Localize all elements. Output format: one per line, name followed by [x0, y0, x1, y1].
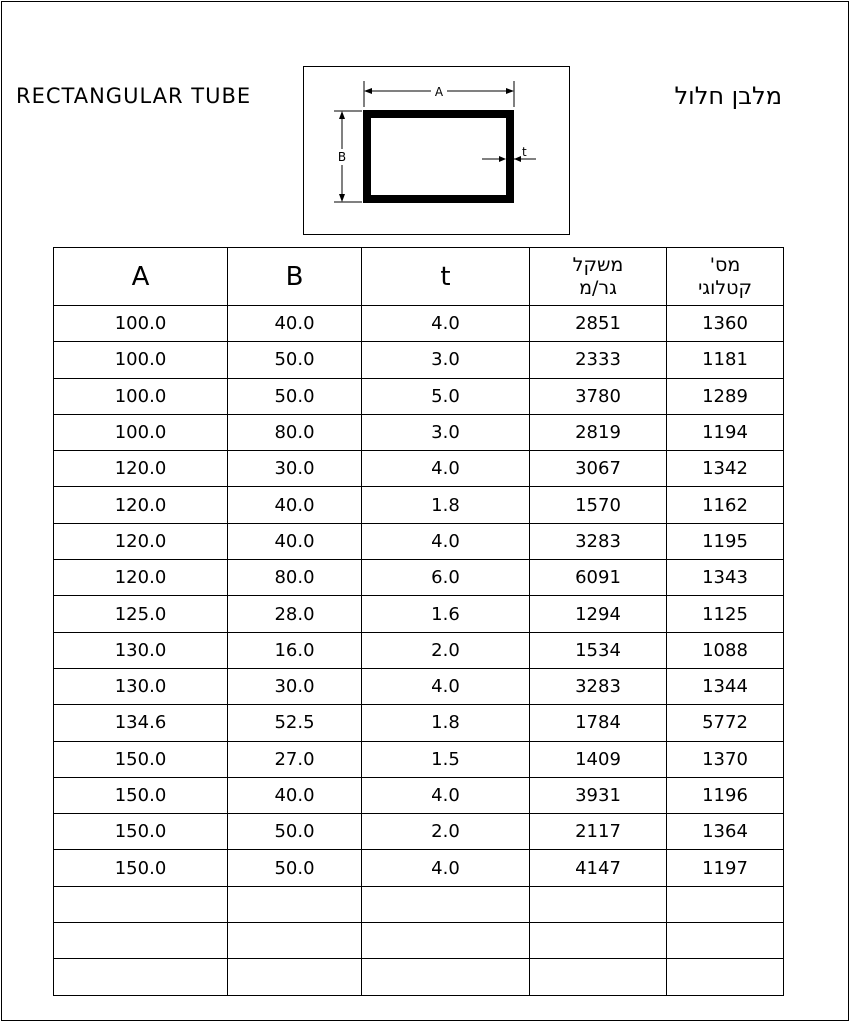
- cell-a: 100.0: [54, 342, 228, 378]
- table-row: [54, 451, 784, 487]
- cell-t: 1.6: [362, 596, 530, 632]
- cell-catalog: 1195: [667, 523, 784, 559]
- cell-t: [362, 923, 530, 959]
- cell-weight: 6091: [530, 560, 667, 596]
- table-header-row: [54, 248, 784, 306]
- cell-b: [228, 923, 362, 959]
- cell-b: 40.0: [228, 487, 362, 523]
- cell-weight: 3283: [530, 668, 667, 704]
- tube-spec-table: [53, 247, 784, 996]
- cell-weight: 3780: [530, 378, 667, 414]
- cell-t: 2.0: [362, 632, 530, 668]
- cell-a: 120.0: [54, 523, 228, 559]
- cell-a: 150.0: [54, 741, 228, 777]
- cell-b: 16.0: [228, 632, 362, 668]
- cell-catalog: 1360: [667, 306, 784, 342]
- table-row: [54, 886, 784, 922]
- table-row: [54, 414, 784, 450]
- cell-a: [54, 886, 228, 922]
- cell-t: [362, 959, 530, 995]
- table-row: [54, 560, 784, 596]
- header-t: t: [362, 248, 530, 306]
- cell-catalog: 1125: [667, 596, 784, 632]
- cell-a: 125.0: [54, 596, 228, 632]
- cell-b: 40.0: [228, 306, 362, 342]
- cell-b: 30.0: [228, 451, 362, 487]
- cell-catalog: [667, 959, 784, 995]
- cell-a: 120.0: [54, 451, 228, 487]
- cell-catalog: 1196: [667, 777, 784, 813]
- cell-a: 150.0: [54, 777, 228, 813]
- cell-t: 4.0: [362, 306, 530, 342]
- header-catalog-line1: מס': [709, 253, 741, 276]
- title-english: RECTANGULAR TUBE: [16, 84, 252, 108]
- cell-t: 4.0: [362, 777, 530, 813]
- cell-a: 120.0: [54, 560, 228, 596]
- cell-weight: [530, 923, 667, 959]
- cell-catalog: [667, 923, 784, 959]
- cell-weight: [530, 886, 667, 922]
- cell-a: 120.0: [54, 487, 228, 523]
- table-row: [54, 959, 784, 995]
- header-b: B: [228, 248, 362, 306]
- cell-catalog: 1162: [667, 487, 784, 523]
- table-row: [54, 777, 784, 813]
- dimension-t-label: t: [522, 145, 527, 159]
- cell-t: 5.0: [362, 378, 530, 414]
- cell-b: 50.0: [228, 342, 362, 378]
- cell-weight: 1409: [530, 741, 667, 777]
- cell-weight: 1784: [530, 705, 667, 741]
- cell-b: 80.0: [228, 560, 362, 596]
- cell-catalog: 1343: [667, 560, 784, 596]
- cell-t: 1.8: [362, 487, 530, 523]
- dimension-b-label: B: [337, 150, 347, 164]
- table-row: [54, 378, 784, 414]
- cell-t: 3.0: [362, 414, 530, 450]
- header-weight: [530, 248, 667, 306]
- cell-weight: 3067: [530, 451, 667, 487]
- table-row: [54, 523, 784, 559]
- cell-b: 50.0: [228, 850, 362, 886]
- cell-a: 150.0: [54, 850, 228, 886]
- cell-t: 1.5: [362, 741, 530, 777]
- cell-b: [228, 959, 362, 995]
- table-row: [54, 705, 784, 741]
- cell-weight: 1570: [530, 487, 667, 523]
- cell-t: 4.0: [362, 451, 530, 487]
- cross-section-diagram: [303, 66, 570, 235]
- table-row: [54, 850, 784, 886]
- header-a: A: [54, 248, 228, 306]
- cell-t: [362, 886, 530, 922]
- cell-weight: 2819: [530, 414, 667, 450]
- cell-t: 6.0: [362, 560, 530, 596]
- cell-b: 28.0: [228, 596, 362, 632]
- cell-t: 4.0: [362, 668, 530, 704]
- cell-a: 150.0: [54, 814, 228, 850]
- title-hebrew: מלבן חלול: [674, 82, 782, 110]
- cell-t: 4.0: [362, 850, 530, 886]
- table-row: [54, 814, 784, 850]
- cell-t: 1.8: [362, 705, 530, 741]
- cell-weight: 2851: [530, 306, 667, 342]
- cell-weight: 3283: [530, 523, 667, 559]
- header-catalog-number: [667, 248, 784, 306]
- cell-weight: 4147: [530, 850, 667, 886]
- cell-b: 50.0: [228, 814, 362, 850]
- cell-a: 130.0: [54, 668, 228, 704]
- cell-b: 52.5: [228, 705, 362, 741]
- cell-b: 80.0: [228, 414, 362, 450]
- cell-catalog: 1289: [667, 378, 784, 414]
- table-row: [54, 342, 784, 378]
- cell-weight: 3931: [530, 777, 667, 813]
- cell-a: 134.6: [54, 705, 228, 741]
- cell-a: [54, 923, 228, 959]
- cell-weight: 1534: [530, 632, 667, 668]
- cell-weight: 2117: [530, 814, 667, 850]
- cell-t: 4.0: [362, 523, 530, 559]
- cell-weight: [530, 959, 667, 995]
- header-weight-line2: גר/מ: [579, 276, 617, 299]
- header-weight-line1: משקל: [572, 253, 624, 276]
- cell-t: 3.0: [362, 342, 530, 378]
- cell-b: 40.0: [228, 523, 362, 559]
- table-row: [54, 668, 784, 704]
- cell-b: 40.0: [228, 777, 362, 813]
- header-catalog-line2: קטלוגי: [698, 276, 752, 299]
- cell-b: 50.0: [228, 378, 362, 414]
- cell-a: 100.0: [54, 378, 228, 414]
- cell-catalog: [667, 886, 784, 922]
- cell-t: 2.0: [362, 814, 530, 850]
- table-row: [54, 306, 784, 342]
- dimension-a-label: A: [434, 85, 444, 99]
- cell-catalog: 5772: [667, 705, 784, 741]
- tube-cross-section-drawing: [304, 67, 571, 236]
- cell-catalog: 1364: [667, 814, 784, 850]
- cell-catalog: 1194: [667, 414, 784, 450]
- cell-catalog: 1181: [667, 342, 784, 378]
- cell-a: 100.0: [54, 306, 228, 342]
- table-row: [54, 923, 784, 959]
- cell-weight: 2333: [530, 342, 667, 378]
- table-row: [54, 596, 784, 632]
- cell-catalog: 1342: [667, 451, 784, 487]
- cell-b: 30.0: [228, 668, 362, 704]
- cell-catalog: 1197: [667, 850, 784, 886]
- cell-catalog: 1370: [667, 741, 784, 777]
- table-row: [54, 487, 784, 523]
- table-row: [54, 632, 784, 668]
- cell-catalog: 1344: [667, 668, 784, 704]
- cell-a: 130.0: [54, 632, 228, 668]
- cell-a: [54, 959, 228, 995]
- cell-weight: 1294: [530, 596, 667, 632]
- table-row: [54, 741, 784, 777]
- cell-a: 100.0: [54, 414, 228, 450]
- cell-b: [228, 886, 362, 922]
- cell-b: 27.0: [228, 741, 362, 777]
- cell-catalog: 1088: [667, 632, 784, 668]
